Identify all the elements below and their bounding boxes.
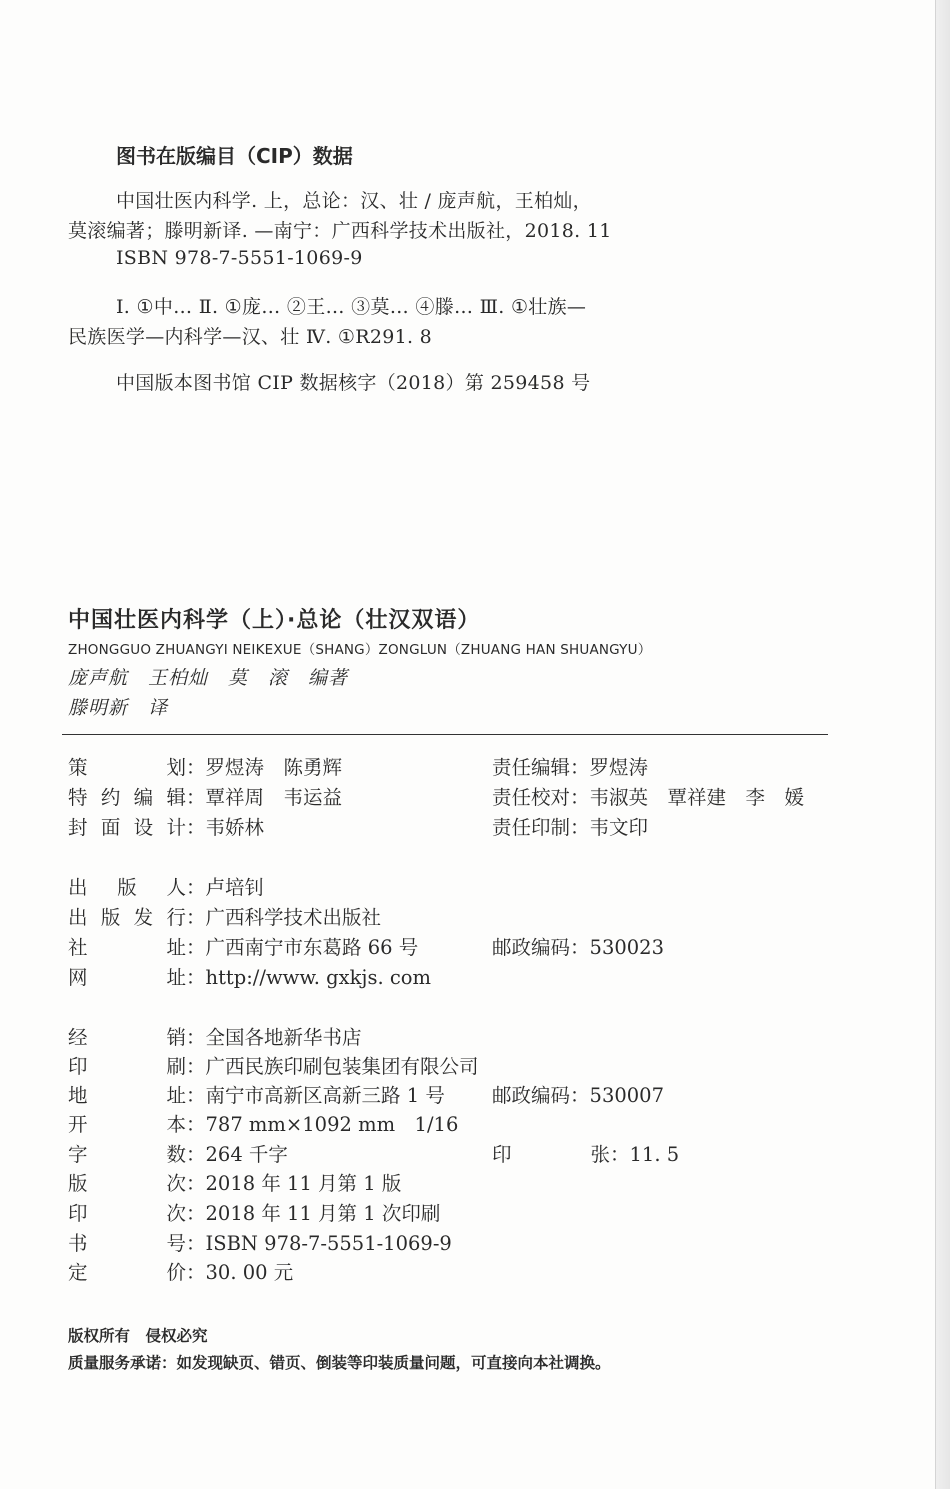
cip-line-2: 莫滚编著；滕明新译. —南宁：广西科学技术出版社，2018. 11 (68, 220, 612, 242)
publisher-website: 网址：http://www. gxkjs. com (68, 966, 431, 989)
cip-heading: 图书在版编目（CIP）数据 (116, 144, 353, 168)
cip-classification-2: 民族医学—内科学—汉、壮 Ⅳ. ①R291. 8 (68, 326, 433, 348)
printing-isbn: 书号：ISBN 978-7-5551-1069-9 (68, 1232, 452, 1255)
credit-editor: 责任编辑：罗煜涛 (492, 756, 649, 779)
printing-location: 地址：南宁市高新区高新三路 1 号 (68, 1084, 445, 1107)
publisher-distribution: 出版发行：广西科学技术出版社 (68, 906, 382, 929)
printing-printer: 印刷：广西民族印刷包装集团有限公司 (68, 1055, 479, 1078)
credit-cover-design: 封面设计：韦娇林 (68, 816, 265, 839)
book-translator: 滕明新 译 (68, 697, 169, 719)
divider-rule (62, 734, 828, 735)
publisher-postcode: 邮政编码：530023 (492, 936, 664, 959)
publisher-address: 社址：广西南宁市东葛路 66 号 (68, 936, 419, 959)
credit-proofread: 责任校对：韦淑英 覃祥建 李 媛 (492, 786, 805, 809)
page-edge (935, 0, 950, 1489)
book-title-pinyin: ZHONGGUO ZHUANGYI NEIKEXUE（SHANG）ZONGLUN（ZHUANG HAN SHUANGYU） (68, 642, 652, 658)
quality-promise: 质量服务承诺：如发现缺页、错页、倒装等印装质量问题，可直接向本社调换。 (68, 1354, 611, 1372)
credit-special-editor: 特约编辑：覃祥周 韦运益 (68, 786, 343, 809)
credit-planning: 策划：罗煜涛 陈勇辉 (68, 756, 343, 779)
printing-impression: 印次：2018 年 11 月第 1 次印刷 (68, 1202, 441, 1225)
cip-classification-1: Ⅰ. ①中… Ⅱ. ①庞… ②王… ③莫… ④滕… Ⅲ. ①壮族— (116, 296, 587, 318)
printing-sheets: 印张：11. 5 (492, 1143, 680, 1166)
book-authors: 庞声航 王柏灿 莫 滚 编著 (68, 667, 349, 689)
copyright-notice: 版权所有 侵权必究 (68, 1327, 208, 1345)
printing-format: 开本：787 mm×1092 mm 1/16 (68, 1113, 459, 1136)
printing-price: 定价：30. 00 元 (68, 1261, 294, 1284)
cip-isbn: ISBN 978-7-5551-1069-9 (116, 247, 363, 269)
book-title: 中国壮医内科学（上）·总论（壮汉双语） (68, 608, 481, 633)
printing-words: 字数：264 千字 (68, 1143, 288, 1166)
cip-core-number: 中国版本图书馆 CIP 数据核字（2018）第 259458 号 (116, 372, 591, 394)
printing-postcode: 邮政编码：530007 (492, 1084, 664, 1107)
credit-print-supervisor: 责任印制：韦文印 (492, 816, 649, 839)
cip-line-1: 中国壮医内科学. 上，总论：汉、壮 / 庞声航，王柏灿， (116, 190, 592, 212)
publisher-person: 出版人：卢培钊 (68, 876, 265, 899)
printing-edition: 版次：2018 年 11 月第 1 版 (68, 1172, 402, 1195)
printing-seller: 经销：全国各地新华书店 (68, 1026, 362, 1049)
